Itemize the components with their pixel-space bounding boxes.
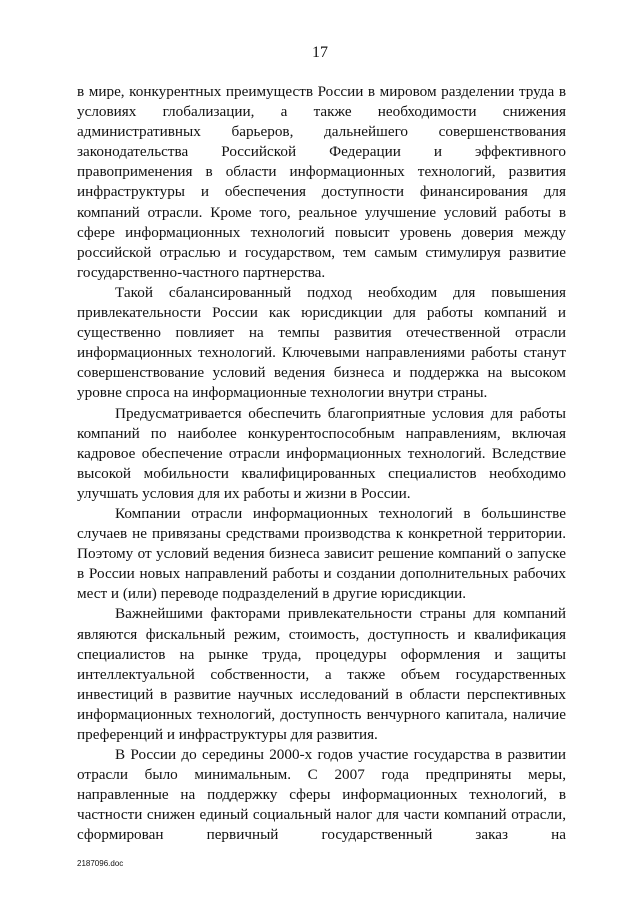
- page-number: 17: [312, 44, 328, 61]
- footer-file-name: 2187096.doc: [77, 859, 124, 868]
- paragraph-2: Такой сбалансированный подход необходим для повышения привлекательности России как юрисдикции для работы компаний и существенно повлияет на темпы развития отечественной отрасли информационных технологий. Ключевыми направлениями работы станут совершенствование условий ведения бизнеса и поддержка на высоком уровне спроса на информационные технологии внутри страны.: [77, 283, 566, 402]
- paragraph-5: Важнейшими факторами привлекательности страны для компаний являются фискальный режим, стоимость, доступность и квалификация специалистов на рынке труда, процедуры оформления и защиты интеллектуальной собственности, а также объем государственных инвестиций в развитие научных исследований в области перспективных информационных технологий, доступность венчурного капитала, наличие преференций и инфраструктуры для развития.: [77, 605, 566, 743]
- paragraph-6: В России до середины 2000-х годов участие государства в развитии отрасли было минимальным. С 2007 года предприняты меры, направленные на поддержку сферы информационных технологий, в частности снижен единый социальный налог для части компаний отрасли, сформирован первичный государственный заказ на: [77, 746, 566, 844]
- paragraph-3: Предусматривается обеспечить благоприятные условия для работы компаний по наиболее конкурентоспособным направлениям, включая кадровое обеспечение отрасли информационных технологий. Вследствие высокой мобильности квалифицированных специалистов необходимо улучшать условия для их работы и жизни в России.: [77, 404, 566, 502]
- paragraph-1: в мире, конкурентных преимуществ России в мировом разделении труда в условиях глобализации, а также необходимости снижения административных барьеров, дальнейшего совершенствования законодательства Российской Федерации и эффективного правоприменения в области информационных технологий, развития инфраструктуры и обеспечения доступности финансирования для компаний отрасли. Кроме того, реальное улучшение условий работы в сфере информационных технологий повысит уровень доверия между российской отраслью и государством, тем самым стимулируя развитие государственно-частного партнерства.: [77, 83, 566, 281]
- paragraph-4: Компании отрасли информационных технологий в большинстве случаев не привязаны средствами производства к конкретной территории. Поэтому от условий ведения бизнеса зависит решение компаний о запуске в России новых направлений работы и создании дополнительных рабочих мест и (или) переводе подразделений в другие юрисдикции.: [77, 504, 566, 603]
- document-body: [77, 82, 566, 846]
